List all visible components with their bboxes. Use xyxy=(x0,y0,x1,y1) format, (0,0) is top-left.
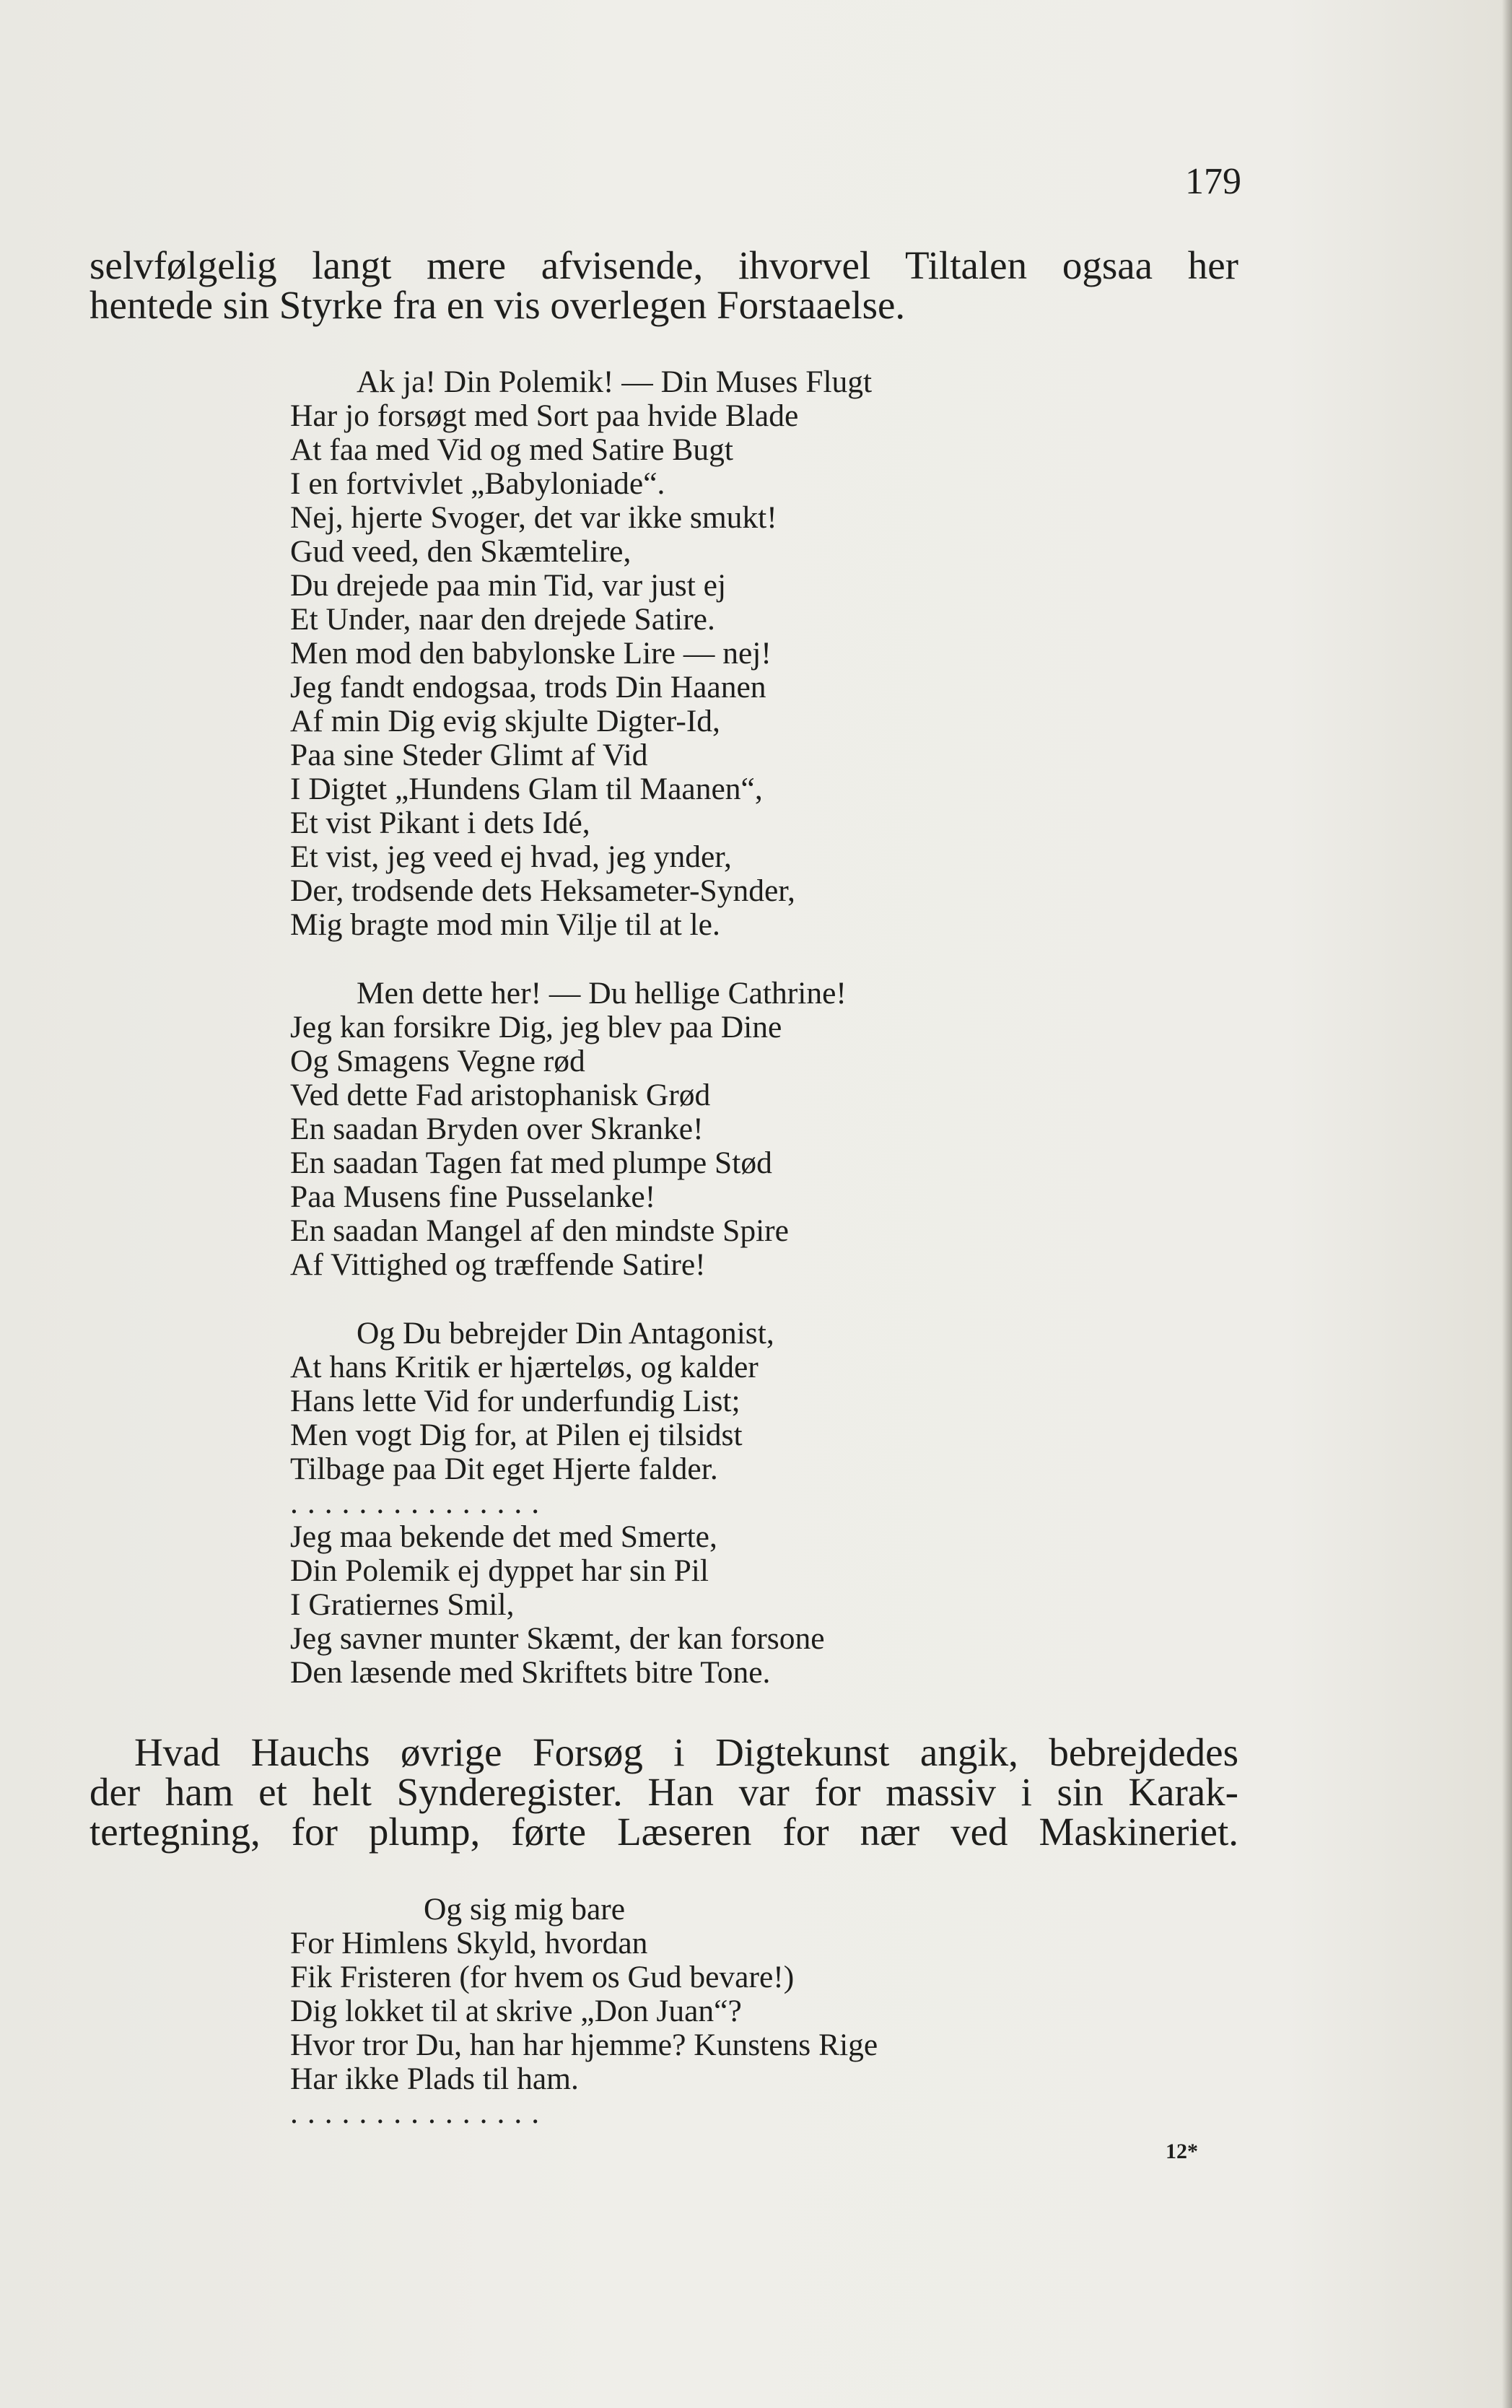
verse-line: Mig bragte mod min Vilje til at le. xyxy=(290,907,720,942)
verse-line: Hvor tror Du, han har hjemme? Kunstens Rige xyxy=(290,2028,878,2062)
verse-line: Har ikke Plads til ham. xyxy=(290,2062,579,2096)
verse-line: Jeg kan forsikre Dig, jeg blev paa Dine xyxy=(290,1010,782,1044)
verse-line: Der, trodsende dets Heksameter-Synder, xyxy=(290,873,795,908)
verse-line: For Himlens Skyld, hvordan xyxy=(290,1926,648,1960)
page-number: 179 xyxy=(1185,161,1241,202)
verse-line: Ved dette Fad aristophanisk Grød xyxy=(290,1078,711,1112)
prose-line: tertegning, for plump, førte Læseren for nær ved Maskineriet. xyxy=(89,1810,1238,1854)
verse-line: En saadan Bryden over Skranke! xyxy=(290,1112,704,1146)
verse-line: I Digtet „Hundens Glam til Maanen“, xyxy=(290,772,763,806)
verse-line: Og sig mig bare xyxy=(424,1892,626,1927)
verse-line: I en fortvivlet „Babyloniade“. xyxy=(290,466,665,501)
verse-line: Nej, hjerte Svoger, det var ikke smukt! xyxy=(290,500,777,535)
verse-line: Og Du bebrejder Din Antagonist, xyxy=(357,1316,774,1351)
verse-line: Men vogt Dig for, at Pilen ej tilsidst xyxy=(290,1418,743,1452)
verse-line: En saadan Mangel af den mindste Spire xyxy=(290,1213,789,1248)
ellipsis-dots: ............... xyxy=(290,1486,549,1520)
ellipsis-dots: ............... xyxy=(290,2095,549,2130)
verse-line: Du drejede paa min Tid, var just ej xyxy=(290,568,727,603)
verse-line: Hans lette Vid for underfundig List; xyxy=(290,1384,740,1418)
verse-line: Og Smagens Vegne rød xyxy=(290,1044,585,1078)
verse-stanza xyxy=(290,1893,878,2130)
verse-block-polemik xyxy=(290,365,872,1690)
verse-line: Paa Musens fine Pusselanke! xyxy=(290,1179,656,1214)
signature-mark: 12* xyxy=(1166,2139,1198,2163)
verse-line: Et vist, jeg veed ej hvad, jeg ynder, xyxy=(290,839,732,874)
verse-line: Men dette her! — Du hellige Cathrine! xyxy=(357,976,847,1011)
prose-paragraph-continuation xyxy=(89,245,1238,325)
prose-line: der ham et helt Synderegister. Han var for massiv i sin Karak- xyxy=(89,1770,1238,1814)
verse-line: Af Vittighed og træffende Satire! xyxy=(290,1247,706,1282)
verse-line: Tilbage paa Dit eget Hjerte falder. xyxy=(290,1452,718,1486)
verse-line: Din Polemik ej dyppet har sin Pil xyxy=(290,1553,709,1588)
verse-line: At faa med Vid og med Satire Bugt xyxy=(290,432,733,467)
verse-line: En saadan Tagen fat med plumpe Stød xyxy=(290,1146,772,1180)
prose-paragraph-hauch xyxy=(89,1730,1238,1854)
verse-line: Et vist Pikant i dets Idé, xyxy=(290,806,590,840)
verse-stanza xyxy=(290,977,872,1282)
verse-line: Har jo forsøgt med Sort paa hvide Blade xyxy=(290,398,799,433)
verse-line: Dig lokket til at skrive „Don Juan“? xyxy=(290,1994,742,2028)
verse-line: Jeg savner munter Skæmt, der kan forsone xyxy=(290,1621,825,1656)
verse-line: Men mod den babylonske Lire — nej! xyxy=(290,636,772,671)
verse-line: Paa sine Steder Glimt af Vid xyxy=(290,738,648,772)
verse-line: Et Under, naar den drejede Satire. xyxy=(290,602,715,637)
verse-block-don-juan xyxy=(290,1893,878,2130)
verse-line: Af min Dig evig skjulte Digter-Id, xyxy=(290,704,720,738)
verse-line: Fik Fristeren (for hvem os Gud bevare!) xyxy=(290,1960,795,1994)
prose-line: selvfølgelig langt mere afvisende, ihvorvel Tiltalen ogsaa her xyxy=(89,243,1238,287)
verse-line: I Gratiernes Smil, xyxy=(290,1587,515,1622)
verse-line: Den læsende med Skriftets bitre Tone. xyxy=(290,1655,771,1690)
page-spine-shadow xyxy=(1502,0,1512,2408)
verse-line: Jeg maa bekende det med Smerte, xyxy=(290,1519,717,1554)
verse-line: Ak ja! Din Polemik! — Din Muses Flugt xyxy=(357,365,873,399)
verse-line: Gud veed, den Skæmtelire, xyxy=(290,534,632,569)
verse-line: At hans Kritik er hjærteløs, og kalder xyxy=(290,1350,759,1384)
prose-line: hentede sin Styrke fra en vis overlegen Forstaaelse. xyxy=(89,283,906,327)
prose-line: Hvad Hauchs øvrige Forsøg i Digtekunst angik, bebrejdedes xyxy=(134,1730,1238,1774)
verse-stanza xyxy=(290,365,872,942)
verse-stanza xyxy=(290,1317,872,1690)
verse-line: Jeg fandt endogsaa, trods Din Haanen xyxy=(290,670,766,704)
